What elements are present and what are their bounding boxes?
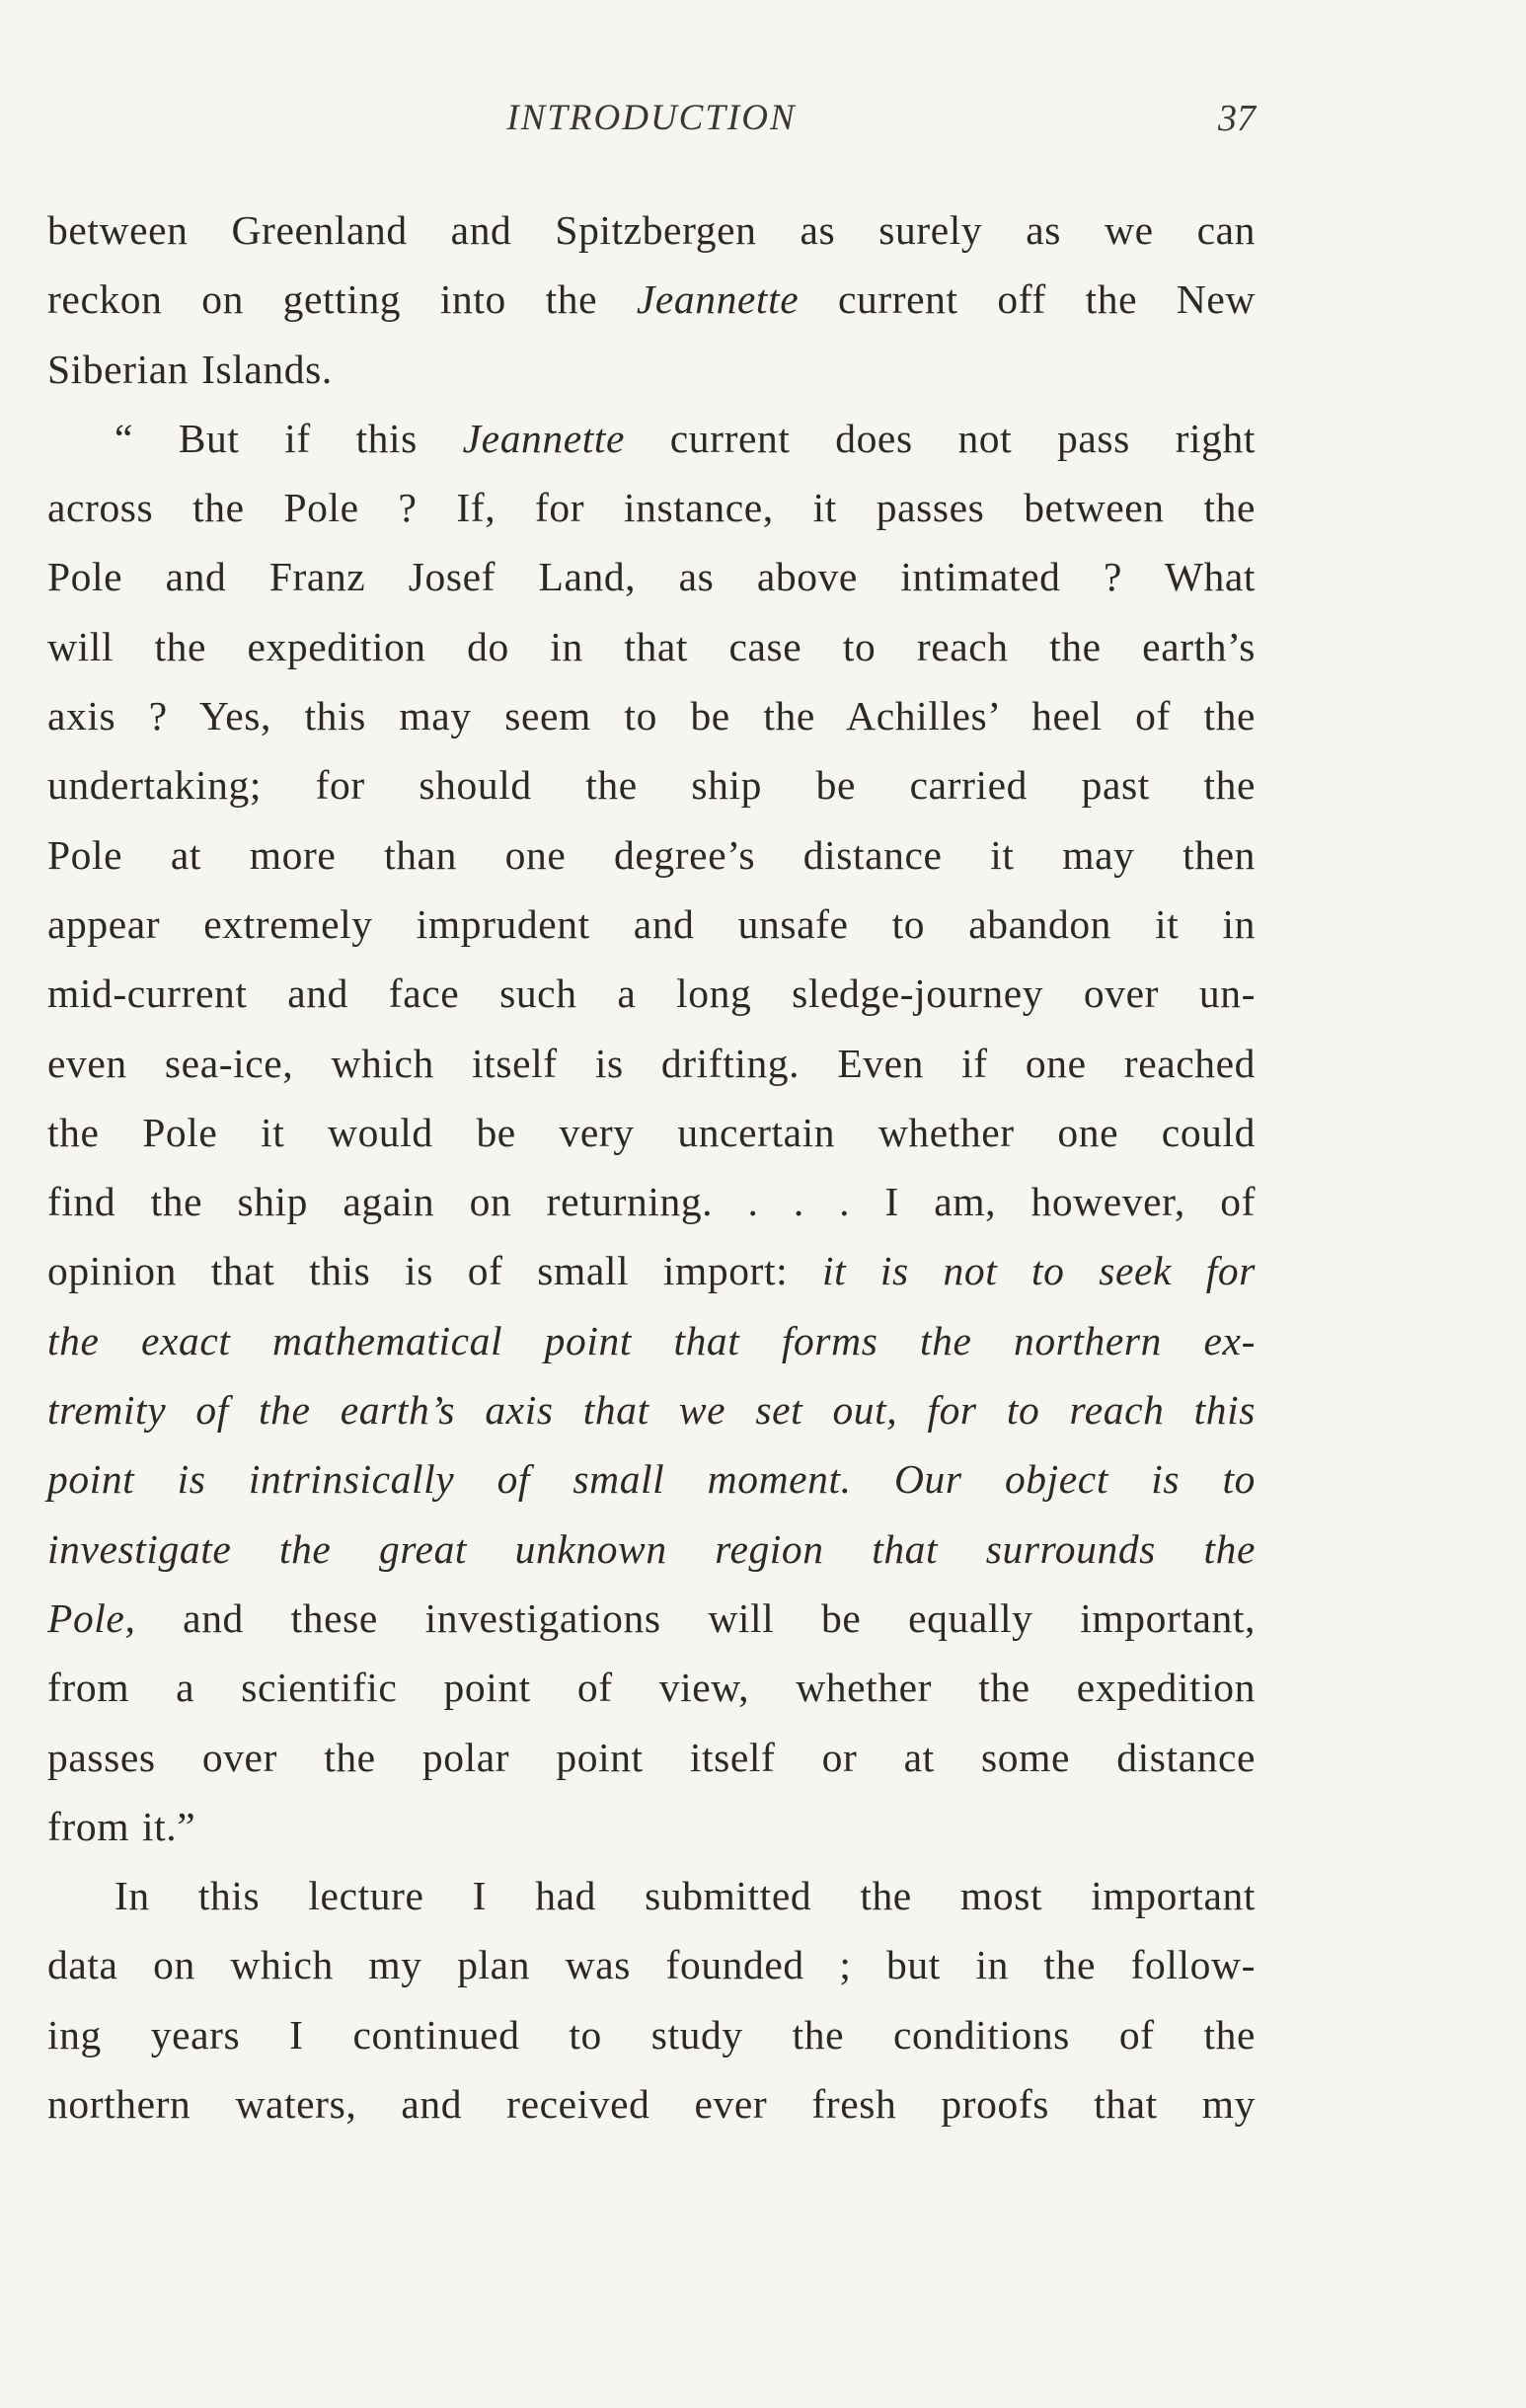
text-line — [47, 681, 1256, 750]
text-run: between Greenland and Spitzbergen as surely as we can — [47, 207, 1256, 253]
text-line — [47, 1098, 1256, 1167]
text-run: mid-current and face such a long sledge-journey over un- — [47, 971, 1256, 1017]
italic-text: tremity of the earth’s axis that we set out, for to reach this — [47, 1387, 1256, 1434]
text-line — [47, 2000, 1256, 2069]
text-line — [47, 404, 1256, 473]
text-run: appear extremely imprudent and unsafe to abandon it in — [47, 900, 1256, 947]
italic-text: it is not to seek for — [821, 1248, 1256, 1294]
text-run: reckon on getting into the — [47, 276, 637, 323]
text-line — [47, 542, 1256, 611]
text-run: across the Pole ? If, for instance, it passes between the — [47, 485, 1256, 531]
text-run: current off the New — [799, 276, 1256, 323]
text-line — [47, 1723, 1256, 1792]
body-text — [47, 195, 1256, 2138]
text-run: undertaking; for should the ship be carried past the — [47, 762, 1256, 809]
text-run: find the ship again on returning. . . . I am, however, of — [47, 1179, 1256, 1225]
text-run: axis ? Yes, this may seem to be the Achilles’ heel of the — [47, 693, 1256, 739]
text-run: even sea-ice, which itself is drifting. Even if one reached — [47, 1040, 1256, 1086]
text-run: data on which my plan was founded ; but in the follow- — [47, 1942, 1256, 1988]
text-run: Pole and Franz Josef Land, as above intimated ? What — [47, 554, 1256, 600]
text-line — [47, 1444, 1256, 1514]
text-line — [47, 1930, 1256, 1999]
text-line — [47, 1306, 1256, 1375]
text-run: Pole at more than one degree’s distance it may then — [47, 831, 1256, 878]
text-run: opinion that this is of small import: — [47, 1248, 822, 1294]
text-line — [47, 959, 1256, 1028]
text-line — [47, 473, 1256, 542]
text-line — [47, 2069, 1256, 2138]
text-run: the Pole it would be very uncertain whether one could — [47, 1109, 1256, 1155]
text-line — [47, 890, 1256, 959]
italic-text: Jeannette — [636, 276, 800, 323]
text-run: from a scientific point of view, whether the expedition — [47, 1665, 1256, 1711]
text-line — [47, 195, 1256, 265]
text-run: In this lecture I had submitted the most important — [114, 1873, 1256, 1919]
text-line — [47, 820, 1256, 890]
text-line — [47, 750, 1256, 819]
text-run: passes over the polar point itself or at some distance — [47, 1734, 1256, 1780]
text-line — [47, 1167, 1256, 1236]
text-line — [47, 1375, 1256, 1444]
text-line — [47, 1029, 1256, 1098]
text-line — [47, 612, 1256, 681]
text-line — [47, 1584, 1256, 1653]
text-line — [47, 1792, 1256, 1861]
text-run: current does not pass right — [625, 415, 1256, 461]
italic-text: Jeannette — [462, 415, 626, 461]
italic-text: Pole, — [47, 1594, 136, 1641]
text-line — [47, 1653, 1256, 1722]
italic-text: point is intrinsically of small moment. Our object is to — [47, 1456, 1256, 1503]
text-line — [47, 1515, 1256, 1584]
running-head — [47, 91, 1256, 150]
text-line — [47, 265, 1256, 334]
text-run: ing years I continued to study the conditions of the — [47, 2011, 1256, 2058]
text-run: from it.” — [47, 1803, 196, 1849]
running-title: INTRODUCTION — [506, 98, 797, 138]
page-number: 37 — [1218, 98, 1256, 139]
text-line — [47, 335, 1256, 404]
text-line — [47, 1861, 1256, 1930]
text-run: “ But if this — [114, 415, 463, 461]
italic-text: investigate the great unknown region that surrounds the — [47, 1525, 1256, 1572]
text-run: will the expedition do in that case to reach the earth’s — [47, 623, 1256, 669]
italic-text: the exact mathematical point that forms the northern ex- — [47, 1317, 1256, 1363]
text-run: Siberian Islands. — [47, 346, 333, 392]
text-line — [47, 1236, 1256, 1305]
text-run: northern waters, and received ever fresh proofs that my — [47, 2081, 1256, 2128]
text-run: and these investigations will be equally important, — [135, 1594, 1256, 1641]
